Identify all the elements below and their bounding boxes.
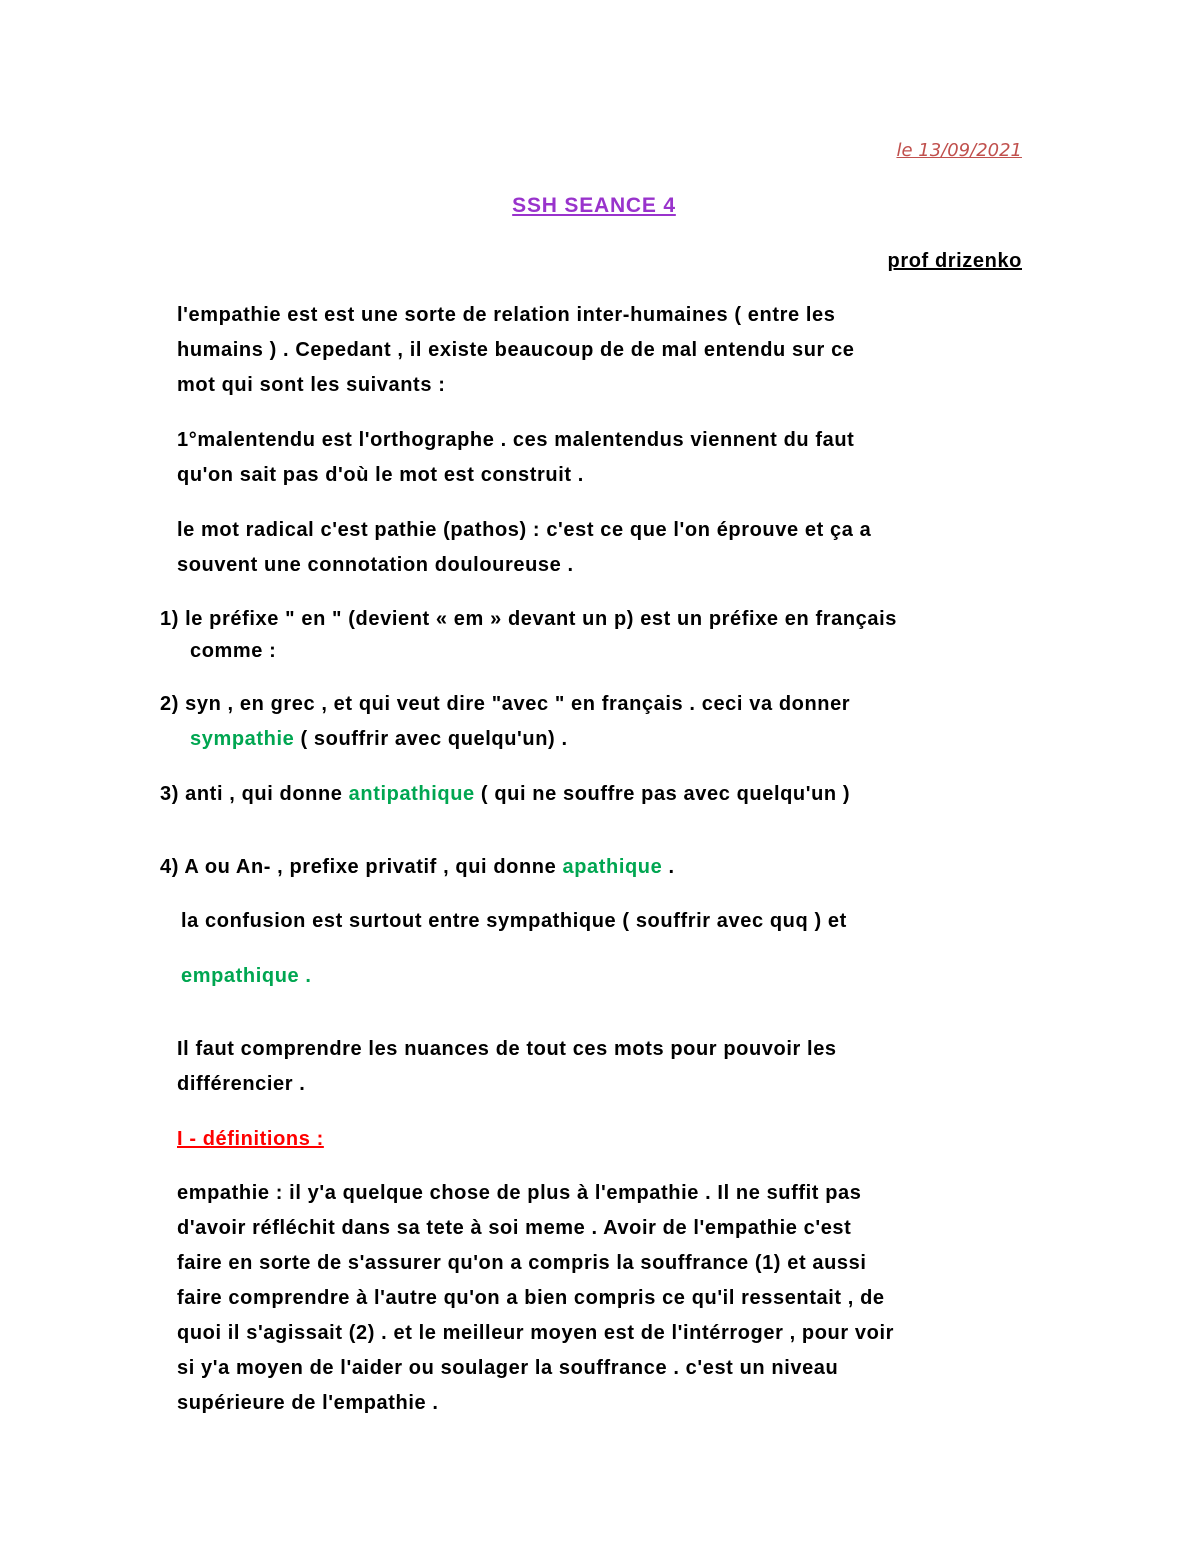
text-line: empathie : il y'a quelque chose de plus à l'empathie . Il ne suffit pas: [177, 1182, 862, 1204]
confusion-line: la confusion est surtout entre sympathique ( souffrir avec quq ) et: [181, 910, 847, 932]
highlight-word-apathique: apathique: [562, 856, 663, 878]
text-line: faire en sorte de s'assurer qu'on a compris la souffrance (1) et aussi: [177, 1252, 867, 1274]
date: le 13/09/2021: [896, 140, 1022, 161]
list-item-1-continuation: comme :: [190, 640, 277, 662]
text-line: différencier .: [177, 1073, 306, 1095]
text-line: supérieure de l'empathie .: [177, 1392, 439, 1414]
text-line: 1°malentendu est l'orthographe . ces malentendus viennent du faut: [177, 429, 855, 451]
page-title: SSH SEANCE 4: [512, 194, 676, 217]
highlight-word-sympathie: sympathie: [190, 728, 295, 750]
text-line: le mot radical c'est pathie (pathos) : c'est ce que l'on éprouve et ça a: [177, 519, 872, 541]
text-line: faire comprendre à l'autre qu'on a bien compris ce qu'il ressentait , de: [177, 1287, 885, 1309]
highlight-word-antipathique: antipathique: [348, 783, 475, 805]
malentendu-paragraph: [177, 423, 854, 493]
text-span: 4) A ou An- , prefixe privatif , qui donne: [160, 856, 563, 878]
nuances-paragraph: [177, 1032, 837, 1102]
text-line: Il faut comprendre les nuances de tout ces mots pour pouvoir les: [177, 1038, 837, 1060]
text-line: quoi il s'agissait (2) . et le meilleur moyen est de l'intérroger , pour voir: [177, 1322, 894, 1344]
text-span: 3) anti , qui donne: [160, 783, 349, 805]
list-item-3: [160, 777, 850, 812]
text-line: mot qui sont les suivants :: [177, 374, 446, 396]
list-item-2-continuation: [190, 722, 568, 757]
definition-paragraph: [177, 1176, 894, 1421]
radical-paragraph: [177, 513, 871, 583]
author: prof drizenko: [887, 250, 1022, 272]
list-item-1: 1) le préfixe " en " (devient « em » devant un p) est un préfixe en français: [160, 608, 897, 630]
text-line: l'empathie est est une sorte de relation inter-humaines ( entre les: [177, 304, 836, 326]
text-line: si y'a moyen de l'aider ou soulager la souffrance . c'est un niveau: [177, 1357, 839, 1379]
text-span: ( qui ne souffre pas avec quelqu'un ): [474, 783, 851, 805]
text-line: d'avoir réfléchit dans sa tete à soi meme . Avoir de l'empathie c'est: [177, 1217, 852, 1239]
list-item-2: 2) syn , en grec , et qui veut dire "avec " en français . ceci va donner: [160, 693, 851, 715]
intro-paragraph: [177, 298, 855, 403]
section-heading: I - définitions :: [177, 1128, 324, 1150]
text-line: souvent une connotation douloureuse .: [177, 554, 574, 576]
highlight-word-empathique: empathique .: [181, 965, 312, 987]
text-line: qu'on sait pas d'où le mot est construit .: [177, 464, 584, 486]
list-item-4: [160, 850, 675, 885]
text-line: humains ) . Cepedant , il existe beaucoup de de mal entendu sur ce: [177, 339, 855, 361]
text-span: .: [662, 856, 675, 878]
text-span: ( souffrir avec quelqu'un) .: [294, 728, 568, 750]
